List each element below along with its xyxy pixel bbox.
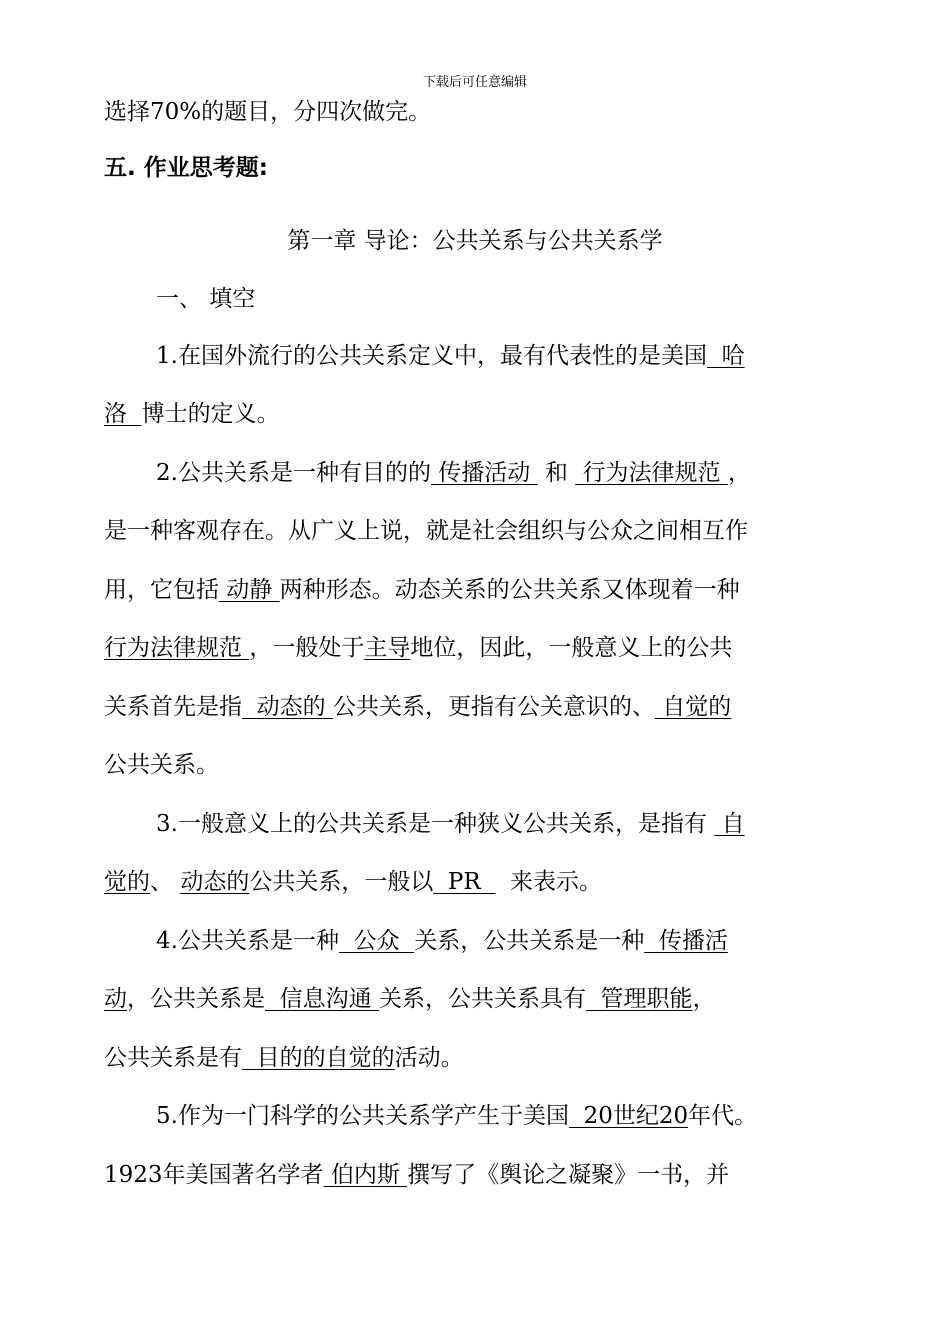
fill-blank: 伯内斯 — [323, 1162, 408, 1188]
text: 公共关系，更指有公关意识的、 — [332, 694, 655, 720]
fill-blank: 行为法律规范 — [104, 635, 250, 661]
text: 关系，公共关系具有 — [378, 986, 586, 1012]
text: 和 — [537, 460, 576, 486]
text: 公共关系是有 — [104, 1045, 242, 1071]
text: 年代。 — [688, 1103, 758, 1129]
text: 1.在国外流行的公共关系定义中，最有代表性的是美国 — [156, 343, 707, 369]
question-2-line-2: 是一种客观存在。从广义上说，就是社会组织与公众之间相互作 — [104, 518, 748, 544]
question-4-line-1 — [156, 925, 916, 957]
fill-blank: 行为法律规范 — [575, 460, 728, 486]
text: ， — [727, 460, 751, 486]
question-2-line-4 — [104, 632, 864, 664]
chapter-title: 第一章 导论：公共关系与公共关系学 — [287, 228, 663, 254]
text: 博士的定义。 — [141, 401, 280, 427]
text: 活动。 — [394, 1045, 464, 1071]
question-2-line-3 — [104, 574, 864, 606]
question-3-line-1 — [156, 808, 916, 840]
fill-blank: 目的的自觉的 — [242, 1045, 395, 1071]
fill-blank: 传播活动 — [430, 460, 538, 486]
fill-blank: 自觉的 — [654, 694, 732, 720]
intro-line: 选择70%的题目，分四次做完。 — [104, 99, 432, 125]
fill-blank: 动 — [104, 986, 127, 1012]
fill-blank: 管理职能 — [585, 986, 693, 1012]
question-3-line-2 — [104, 866, 864, 898]
text: 两种形态。动态关系的公共关系又体现着一种 — [279, 577, 740, 603]
section-heading: 五. 作业思考题: — [104, 155, 268, 181]
text: 、 — [150, 869, 181, 895]
question-5-line-2 — [104, 1159, 864, 1191]
fill-blank: 洛 — [104, 401, 142, 427]
question-2-line-5 — [104, 691, 864, 723]
question-1-line-1 — [156, 340, 916, 372]
question-2-line-6: 公共关系。 — [104, 752, 219, 778]
fill-blank: 动静 — [219, 577, 280, 603]
text: ，一般处于 — [249, 635, 365, 661]
text: ， — [692, 986, 716, 1012]
text: 用，它包括 — [104, 577, 219, 603]
text: 4.公共关系是一种 — [156, 928, 339, 954]
fill-blank: 信息沟通 — [265, 986, 379, 1012]
fill-blank: 动态的 — [242, 694, 333, 720]
fill-blank: 动态的 — [180, 869, 250, 895]
text: 1923年美国著名学者 — [104, 1162, 324, 1188]
fill-blank: 20世纪20 — [568, 1103, 689, 1129]
text: 公共关系，一般以 — [249, 869, 434, 895]
text: 关系首先是指 — [104, 694, 242, 720]
text: ，公共关系是 — [127, 986, 265, 1012]
fill-blank: 自 — [714, 811, 745, 837]
question-4-line-2 — [104, 983, 864, 1015]
text: 5.作为一门科学的公共关系学产生于美国 — [156, 1103, 569, 1129]
fill-blank: PR — [433, 869, 496, 895]
question-5-line-1 — [156, 1100, 916, 1132]
question-4-line-3 — [104, 1042, 864, 1074]
text: 关系，公共关系是一种 — [414, 928, 645, 954]
fill-blank: 公众 — [338, 928, 415, 954]
question-1-line-2 — [104, 398, 864, 430]
text: 来表示。 — [495, 869, 602, 895]
part-heading: 一、 填空 — [156, 286, 256, 312]
fill-blank: 传播活 — [644, 928, 728, 954]
fill-blank: 哈 — [706, 343, 745, 369]
fill-blank: 觉的 — [104, 869, 150, 895]
page-header: 下载后可任意编辑 — [422, 75, 527, 90]
fill-blank: 主导 — [364, 635, 411, 661]
text: 2.公共关系是一种有目的的 — [156, 460, 431, 486]
text: 地位，因此，一般意义上的公共 — [410, 635, 733, 661]
text: 3.一般意义上的公共关系是一种狭义公共关系，是指有 — [156, 811, 715, 837]
question-2-line-1 — [156, 457, 916, 489]
text: 撰写了《舆论之凝聚》一书，并 — [407, 1162, 730, 1188]
